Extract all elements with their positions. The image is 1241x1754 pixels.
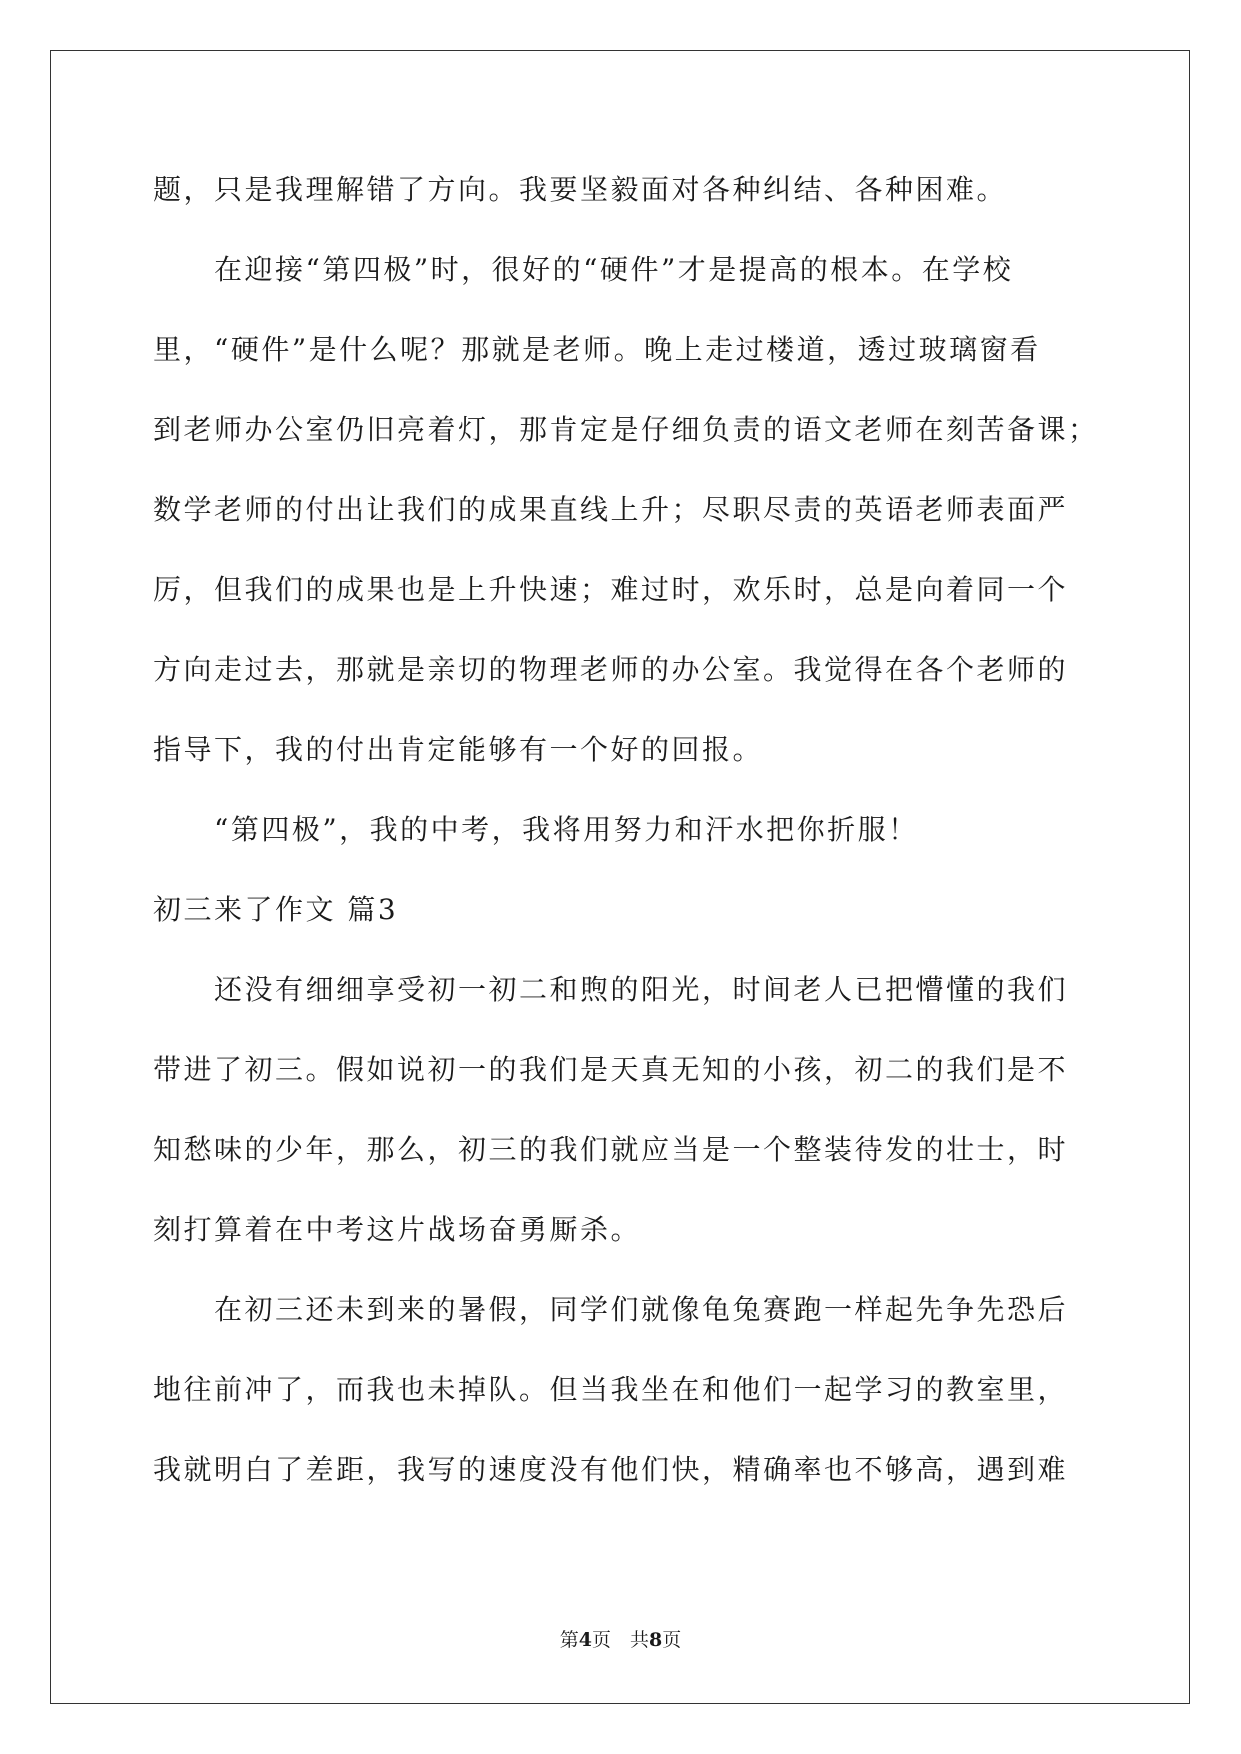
body-line: 在初三还未到来的暑假，同学们就像龟兔赛跑一样起先争先恐后 — [153, 1293, 1069, 1326]
body-line: 指导下，我的付出肯定能够有一个好的回报。 — [153, 733, 764, 766]
body-line: 厉，但我们的成果也是上升快速；难过时，欢乐时，总是向着同一个 — [153, 573, 1069, 606]
body-line: 地往前冲了，而我也未掉队。但当我坐在和他们一起学习的教室里， — [153, 1373, 1069, 1406]
body-line: 题，只是我理解错了方向。我要坚毅面对各种纠结、各种困难。 — [153, 173, 1008, 206]
body-line: 刻打算着在中考这片战场奋勇厮杀。 — [153, 1213, 642, 1246]
page-current: 4 — [578, 1629, 592, 1651]
body-line: 带进了初三。假如说初一的我们是天真无知的小孩，初二的我们是不 — [153, 1053, 1069, 1086]
section-heading: 初三来了作文 篇3 — [153, 893, 399, 926]
page-footer — [0, 1628, 1241, 1652]
body-line: 在迎接“第四极”时，很好的“硬件”才是提高的根本。在学校 — [153, 253, 1014, 286]
page-total: 8 — [649, 1629, 663, 1651]
body-line: 还没有细细享受初一初二和煦的阳光，时间老人已把懵懂的我们 — [153, 973, 1069, 1006]
body-line: 数学老师的付出让我们的成果直线上升；尽职尽责的英语老师表面严 — [153, 493, 1069, 526]
body-line: 方向走过去，那就是亲切的物理老师的办公室。我觉得在各个老师的 — [153, 653, 1069, 686]
body-line: 知愁味的少年，那么，初三的我们就应当是一个整装待发的壮士，时 — [153, 1133, 1069, 1166]
body-line: 里，“硬件”是什么呢？那就是老师。晚上走过楼道，透过玻璃窗看 — [153, 333, 1041, 366]
page-suffix: 页 — [662, 1629, 682, 1651]
body-line: 到老师办公室仍旧亮着灯，那肯定是仔细负责的语文老师在刻苦备课； — [153, 413, 1099, 446]
page-prefix: 第 — [559, 1629, 579, 1651]
body-line: “第四极”，我的中考，我将用努力和汗水把你折服！ — [153, 813, 919, 846]
body-line: 我就明白了差距，我写的速度没有他们快，精确率也不够高，遇到难 — [153, 1453, 1069, 1486]
page-mid: 页 共 — [591, 1629, 649, 1651]
